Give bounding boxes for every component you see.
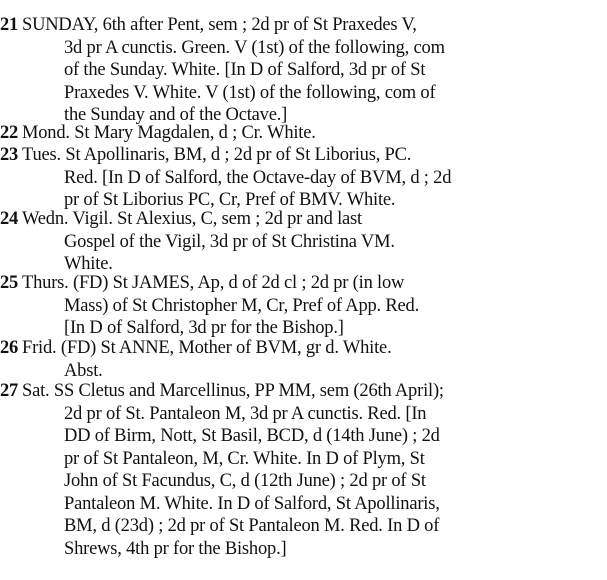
day-number: 22 (0, 123, 19, 143)
entry-line: Gospel of the Vigil, 3d pr of St Christina VM. (64, 231, 395, 252)
entry-line: Mass) of St Christopher M, Cr, Pref of App. Red. (64, 295, 420, 316)
calendar-entry (0, 122, 607, 145)
entry-line: pr of St Pantaleon, M, Cr. White. In D of Plym, St (64, 448, 425, 469)
entry-line: John of St Facundus, C, d (12th June) ; 2d pr of St (64, 471, 426, 491)
entry-line (0, 208, 607, 231)
entry-line: Abst. (64, 360, 103, 381)
entry-line: the Sunday and of the Octave.] (64, 105, 288, 125)
entry-line (0, 337, 607, 360)
entry-line: Praxedes V. White. V (1st) of the following, com of (64, 82, 436, 103)
entry-line: [In D of Salford, 3d pr for the Bishop.] (64, 318, 344, 338)
day-number: 25 (0, 273, 19, 293)
entry-text: Sat. SS Cletus and Marcellinus, PP MM, sem (26th April); (22, 381, 444, 401)
entry-line: of the Sunday. White. [In D of Salford, 3d pr of St (64, 60, 426, 80)
entry-text: SUNDAY, 6th after Pent, sem ; 2d pr of St Praxedes V, (22, 15, 417, 35)
entry-line (0, 380, 607, 403)
entry-text: Wedn. Vigil. St Alexius, C, sem ; 2d pr and last (22, 209, 362, 229)
entry-text: Tues. St Apollinaris, BM, d ; 2d pr of St Liborius, PC. (22, 145, 412, 165)
calendar-entry (0, 337, 607, 382)
entry-line: Red. [In D of Salford, the Octave-day of BVM, d ; 2d (64, 167, 452, 188)
entry-line (0, 14, 607, 37)
day-number: 24 (0, 209, 19, 229)
entry-line: Shrews, 4th pr for the Bishop.] (64, 538, 287, 559)
calendar-entry (0, 208, 607, 276)
calendar-entry (0, 144, 607, 212)
entry-line (0, 272, 607, 295)
entry-line: Pantaleon M. White. In D of Salford, St Apollinaris, (64, 493, 440, 514)
entry-text: Thurs. (FD) St JAMES, Ap, d of 2d cl ; 2d pr (in low (22, 273, 405, 293)
entry-line: BM, d (23d) ; 2d pr of St Pantaleon M. Red. In D of (64, 516, 440, 536)
entry-line (0, 122, 607, 145)
calendar-entry (0, 272, 607, 340)
entry-line: White. (64, 254, 113, 274)
entry-line: pr of St Liborius PC, Cr, Pref of BMV. White. (64, 190, 396, 210)
entry-line: 3d pr A cunctis. Green. V (1st) of the following, com (64, 37, 445, 58)
day-number: 23 (0, 145, 19, 165)
day-number: 27 (0, 381, 19, 401)
entry-line: DD of Birm, Nott, St Basil, BCD, d (14th June) ; 2d (64, 426, 440, 446)
day-number: 26 (0, 338, 19, 358)
entry-text: Mond. St Mary Magdalen, d ; Cr. White. (22, 123, 316, 143)
day-number: 21 (0, 15, 19, 35)
entry-text: Frid. (FD) St ANNE, Mother of BVM, gr d. White. (22, 338, 392, 358)
calendar-entry (0, 14, 607, 127)
entry-line (0, 144, 607, 167)
entry-line: 2d pr of St. Pantaleon M, 3d pr A cunctis. Red. [In (64, 403, 427, 424)
calendar-entry (0, 380, 607, 560)
